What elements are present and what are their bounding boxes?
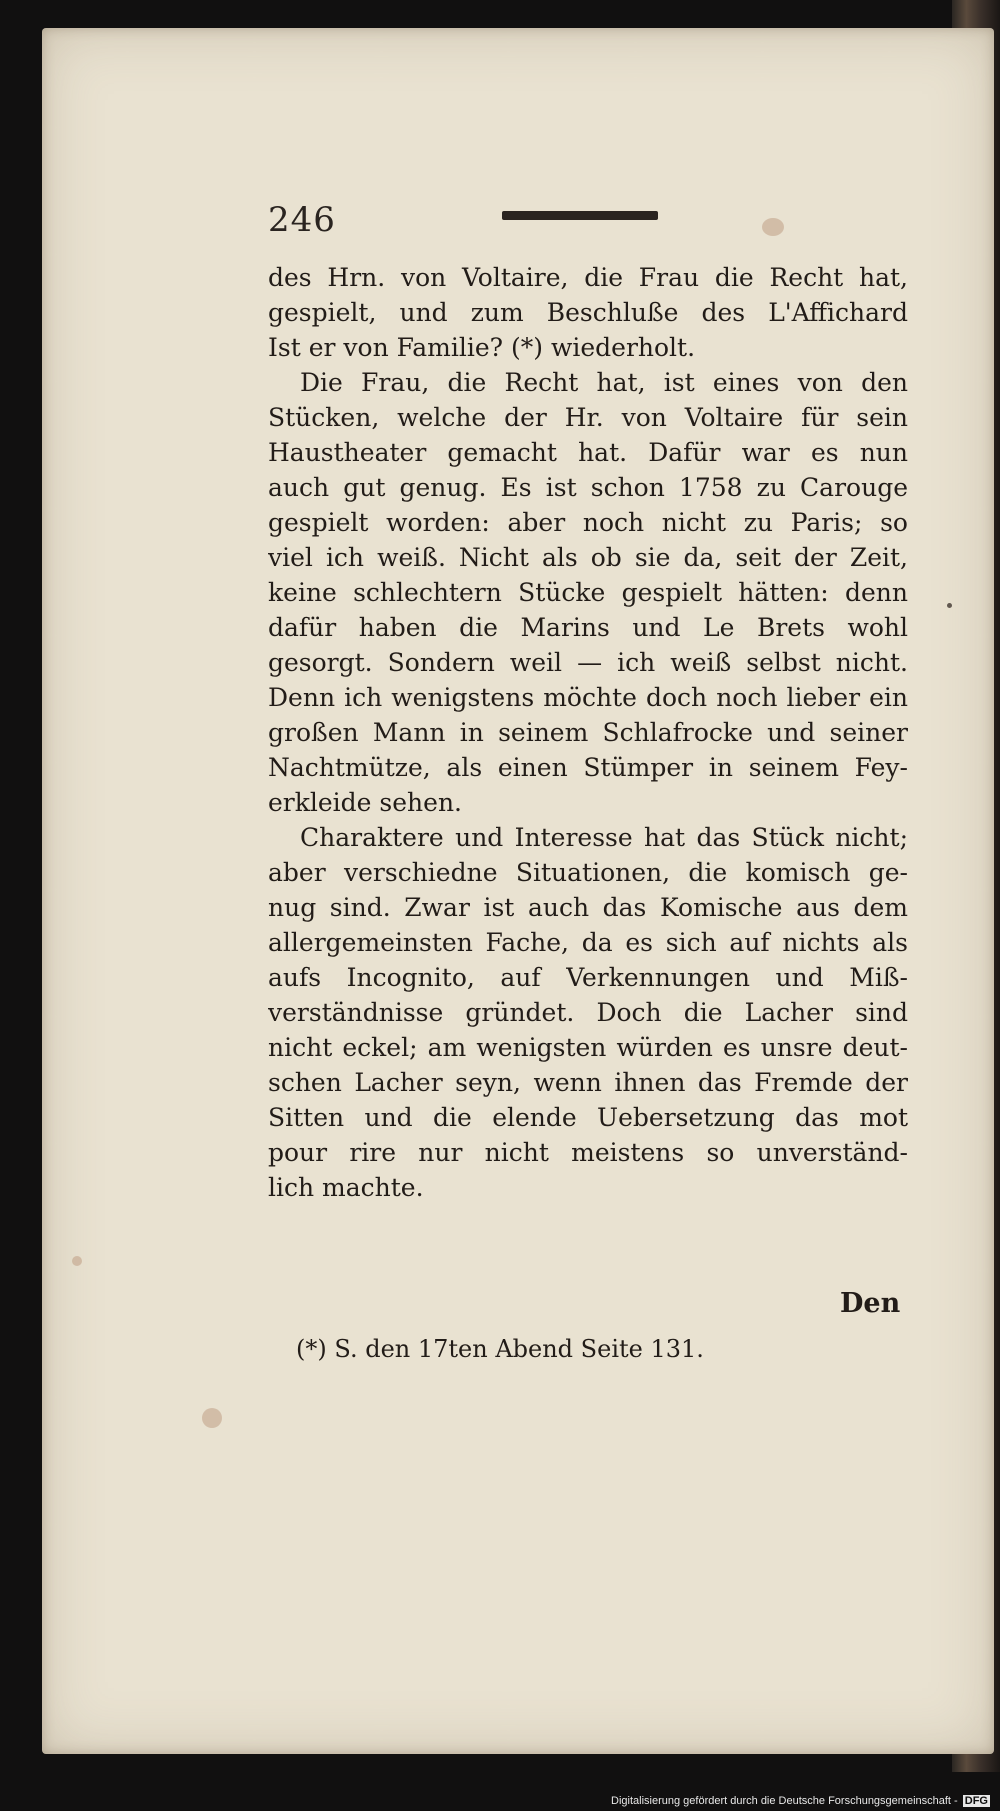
text-line: des Hrn. von Voltaire, die Frau die Recht hat, — [268, 263, 908, 292]
text-line: gespielt, und zum Beschluße des L'Affichard — [268, 298, 908, 327]
page-stain — [947, 603, 952, 608]
text-line: lich machte. — [268, 1173, 424, 1202]
page-stain — [202, 1408, 222, 1428]
text-line: Nachtmütze, als einen Stümper in seinem Fey- — [268, 753, 908, 782]
text-line: gesorgt. Sondern weil — ich weiß selbst nicht. — [268, 648, 908, 677]
text-line: pour rire nur nicht meistens so unverständ- — [268, 1138, 908, 1167]
text-line: viel ich weiß. Nicht als ob sie da, seit der Zeit, — [268, 543, 908, 572]
header-rule — [502, 211, 658, 220]
text-line: nug sind. Zwar ist auch das Komische aus dem — [268, 893, 908, 922]
text-line: großen Mann in seinem Schlafrocke und seiner — [268, 718, 908, 747]
text-line: nicht eckel; am wenigsten würden es unsre deut- — [268, 1033, 908, 1062]
text-line: aufs Incognito, auf Verkennungen und Miß- — [268, 963, 908, 992]
text-line: auch gut genug. Es ist schon 1758 zu Carouge — [268, 473, 908, 502]
text-line: Die Frau, die Recht hat, ist eines von den — [300, 368, 908, 397]
text-line: Denn ich wenigstens möchte doch noch lieber ein — [268, 683, 908, 712]
catchword: Den — [840, 1288, 901, 1319]
credit-text: Digitalisierung gefördert durch die Deutsche Forschungsgemeinschaft - — [611, 1795, 958, 1807]
footnote: (*) S. den 17ten Abend Seite 131. — [296, 1335, 704, 1363]
text-line: gespielt worden: aber noch nicht zu Paris; so — [268, 508, 908, 537]
text-line: schen Lacher seyn, wenn ihnen das Fremde der — [268, 1068, 908, 1097]
text-line: verständnisse gründet. Doch die Lacher sind — [268, 998, 908, 1027]
dfg-logo: DFG — [964, 1795, 988, 1807]
page-stain — [72, 1256, 82, 1266]
text-line: aber verschiedne Situationen, die komisch ge- — [268, 858, 908, 887]
text-line: Ist er von Familie? (*) wiederholt. — [268, 333, 696, 362]
text-line: dafür haben die Marins und Le Brets wohl — [268, 613, 908, 642]
page-number: 246 — [268, 200, 336, 240]
digitization-credit — [611, 1795, 990, 1807]
text-line: Sitten und die elende Uebersetzung das mot — [268, 1103, 908, 1132]
text-line: Haustheater gemacht hat. Dafür war es nun — [268, 438, 908, 467]
text-line: Stücken, welche der Hr. von Voltaire für sein — [268, 403, 908, 432]
body-text — [268, 260, 908, 1205]
text-line: keine schlechtern Stücke gespielt hätten: denn — [268, 578, 908, 607]
page-stain — [762, 218, 784, 236]
text-line: Charaktere und Interesse hat das Stück nicht; — [300, 823, 908, 852]
text-line: erkleide sehen. — [268, 788, 462, 817]
text-line: allergemeinsten Fache, da es sich auf nichts als — [268, 928, 908, 957]
